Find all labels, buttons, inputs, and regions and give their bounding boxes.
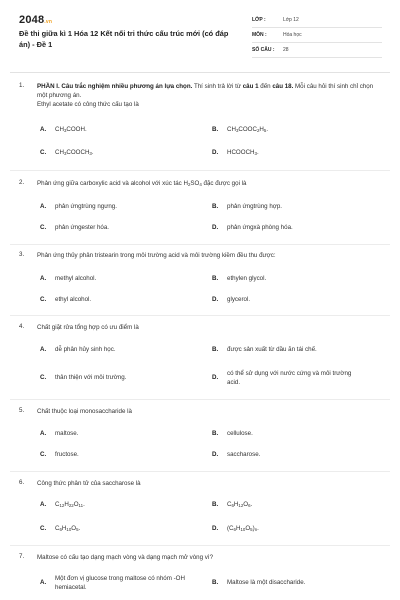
question-divider	[10, 315, 390, 316]
exam-page: 2048.vn Đề thi giữa kì 1 Hóa 12 Kết nối tri thức cấu trúc mới (có đáp án) - Đề 1 LỚP : Lớp 12 MÔN : Hóa học SỐ CÂU : 28 1. PHẦN I. Câu trắc nghiệm nhiều phương án lựa chọn. Thí sinh trả lời từ câu 1 đến câu 18. Mỗi câu hỏi thí sinh chỉ chọn một phương án. Ethyl acetate có công thức cấu tạo là A. $CH_3COOH$. B. $CH_3COOC_2H_5$. C. $CH_3COOCH_3$. D. $HCOOCH_3$. 2. Phản ứng giữa carboxylic acid và alcohol với xúc tác $H_2SO_4$ đặc được gọi là A. phản ứngtrùng ngưng. B. phản ứngtrùng hợp. C. phản ứngester hóa. D. phản ứngxà phòng hóa. 3. Phản ứng thủy phân tristearin trong môi trường acid và môi trường kiềm đều thu được: A. methyl alcohol. B. ethylen glycol. C. ethyl alcohol. D. glycerol. 4. Chất giặt rửa tổng hợp có ưu điểm là A. dễ phân hủy sinh học. B. được sản xuất từ dầu ăn tái chế. C. thân thiện với môi trường. D. có thể sử dụng với nước cứng và môi trường acid. 5. Chất thuộc loại monosaccharide là A. maltose. B. cellulose. C. fructose. D. saccharose. 6. Công thức phân tử của saccharose là A. $C_{12}H_{22}O_{11}$. B. $C_6H_{12}O_6$. C. $C_6H_{10}O_5$. D. $(C_6H_{10}O_5)_n$. 7. Maltose có cấu tạo dạng mạch vòng và dạng mạch mở vòng vì? A. Một đơn vị glucose trong maltose có nhóm -OH hemiacetal. B. Maltose là một disaccharide.	[0, 0, 400, 600]
header-divider	[10, 72, 390, 73]
question-6-text: Công thức phân tử của saccharose là	[37, 480, 141, 487]
question-divider	[10, 170, 390, 171]
question-divider	[10, 471, 390, 472]
question-1-text: PHẦN I. Câu trắc nghiệm nhiều phương án lựa chọn. Thí sinh trả lời từ câu 1 đến câu 18. Mỗi câu hỏi thí sinh chỉ chọn một phương án. Ethyl acetate có công thức cấu tạo là	[37, 83, 374, 108]
meta-row-subject: MÔN : Hóa học	[252, 28, 382, 43]
question-divider	[10, 244, 390, 245]
question-divider	[10, 399, 390, 400]
exam-meta	[252, 13, 382, 58]
question-4-text: Chất giặt rửa tổng hợp có ưu điểm là	[37, 324, 139, 331]
exam-title: Đề thi giữa kì 1 Hóa 12 Kết nối tri thức cấu trúc mới (có đáp án) - Đề 1	[19, 29, 229, 49]
question-5-text: Chất thuộc loại monosaccharide là	[37, 408, 132, 415]
meta-row-count: SỐ CÂU : 28	[252, 43, 382, 58]
meta-row-class: LỚP : Lớp 12	[252, 13, 382, 28]
site-logo[interactable]: 2048.vn	[19, 14, 53, 26]
question-divider	[10, 545, 390, 546]
question-7-text: Maltose có cấu tạo dạng mạch vòng và dạng mạch mở vòng vì?	[37, 554, 214, 561]
question-2-text: Phản ứng giữa carboxylic acid và alcohol với xúc tác $H_2SO_4$ đặc được gọi là	[37, 180, 247, 187]
question-3-text: Phản ứng thủy phân tristearin trong môi trường acid và môi trường kiềm đều thu được:	[37, 252, 276, 259]
exam-header	[0, 0, 400, 70]
